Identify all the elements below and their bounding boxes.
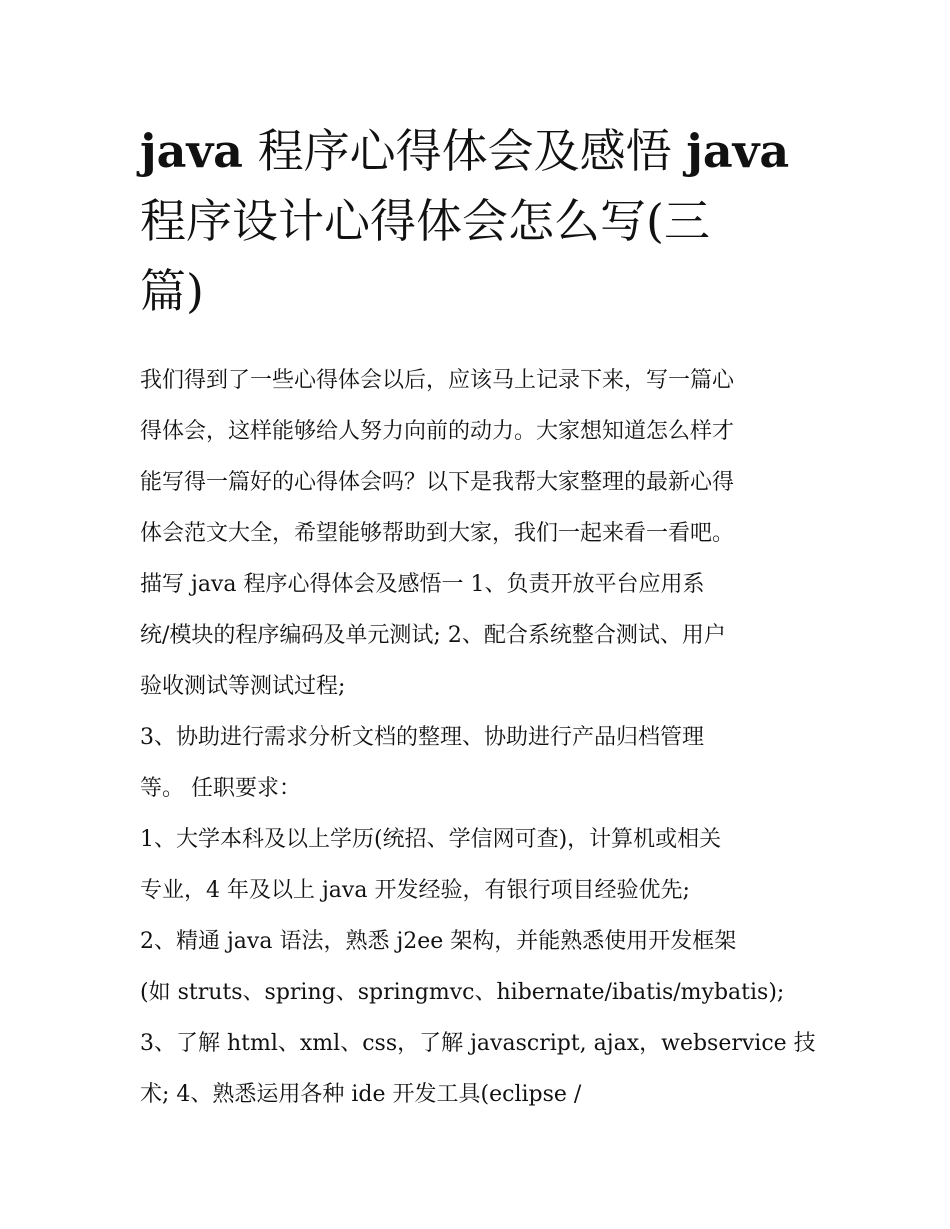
body-line: 统/模块的程序编码及单元测试; 2、配合系统整合测试、用户 bbox=[140, 623, 726, 648]
title-line1-text: 程序心得体会及感悟 bbox=[242, 124, 687, 178]
body-line: 验收测试等测试过程; bbox=[140, 674, 346, 699]
document-body bbox=[140, 355, 815, 1120]
body-line: 2、精通 java 语法，熟悉 j2ee 架构，并能熟悉使用开发框架 bbox=[140, 929, 737, 954]
body-line: 描写 java 程序心得体会及感悟一 1、负责开放平台应用系 bbox=[140, 572, 705, 597]
body-line: 能写得一篇好的心得体会吗？以下是我帮大家整理的最新心得 bbox=[140, 470, 735, 495]
body-line: 专业，4 年及以上 java 开发经验，有银行项目经验优先; bbox=[140, 878, 690, 903]
title-java-word-2: java bbox=[686, 124, 790, 178]
body-line: 我们得到了一些心得体会以后，应该马上记录下来，写一篇心 bbox=[140, 368, 735, 393]
body-line: 术; 4、熟悉运用各种 ide 开发工具(eclipse / bbox=[140, 1082, 582, 1107]
body-line: (如 struts、spring、springmvc、hibernate/ibatis/mybatis); bbox=[140, 980, 785, 1005]
body-line: 等。 任职要求： bbox=[140, 776, 301, 801]
body-line: 3、了解 html、xml、css，了解 javascript, ajax，webservice 技 bbox=[140, 1031, 816, 1056]
title-java-word: java bbox=[140, 124, 243, 178]
body-line: 体会范文大全，希望能够帮助到大家，我们一起来看一看吧。 bbox=[140, 521, 735, 546]
body-line: 1、大学本科及以上学历(统招、学信网可查)，计算机或相关 bbox=[140, 827, 722, 852]
title-line3-text: 篇) bbox=[140, 264, 204, 318]
title-line2-text: 程序设计心得体会怎么写(三 bbox=[140, 194, 710, 248]
body-line: 得体会，这样能够给人努力向前的动力。大家想知道怎么样才 bbox=[140, 419, 735, 444]
body-line: 3、协助进行需求分析文档的整理、协助进行产品归档管理 bbox=[140, 725, 704, 750]
document-title bbox=[140, 116, 810, 326]
